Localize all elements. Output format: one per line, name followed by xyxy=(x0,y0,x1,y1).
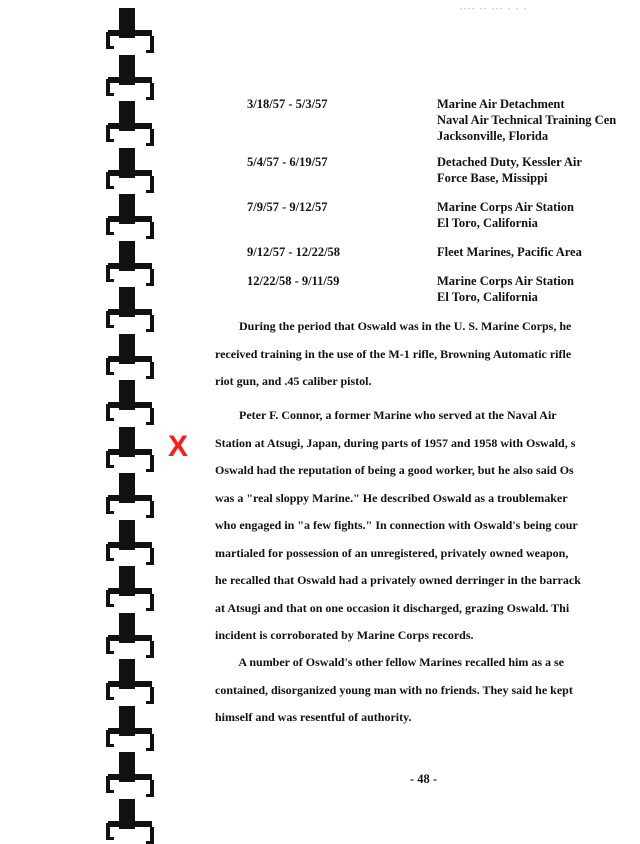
text-line: During the period that Oswald was in the U. S. Marine Corps, he xyxy=(215,319,572,333)
unit-line: Marine Corps Air Station xyxy=(437,200,574,214)
binding-ring xyxy=(102,752,160,796)
page-number: - 48 - xyxy=(410,772,438,786)
text-line: was a "real sloppy Marine." He described Oswald as a troublemaker xyxy=(215,490,568,505)
scan-specks: .... .. ... . . . xyxy=(460,2,528,11)
binding-ring xyxy=(102,613,160,657)
spiral-binding xyxy=(102,0,160,833)
binding-ring xyxy=(102,799,160,843)
text-line: who engaged in "a few fights." In connection with Oswald's being cour xyxy=(215,518,578,532)
binding-ring xyxy=(102,380,160,424)
binding-ring xyxy=(102,659,160,703)
text-line: Peter F. Connor, a former Marine who served at the Naval Air xyxy=(215,408,557,422)
binding-ring xyxy=(102,566,160,610)
paragraph xyxy=(215,402,640,650)
text-line: at Atsugi and that on one occasion it discharged, grazing Oswald. Thi xyxy=(215,600,570,615)
assignment-dates: 5/4/57 - 6/19/57 xyxy=(247,155,328,169)
assignment-unit xyxy=(437,199,574,231)
text-line: Station at Atsugi, Japan, during parts of 1957 and 1958 with Oswald, s xyxy=(215,435,576,450)
unit-line: Naval Air Technical Training Cen xyxy=(437,113,617,127)
binding-ring xyxy=(102,148,160,192)
binding-ring xyxy=(102,55,160,99)
red-x-mark: X xyxy=(168,430,189,463)
text-line: martialed for possession of an unregistered, privately owned weapon, xyxy=(215,545,569,560)
paragraph xyxy=(215,649,640,732)
binding-ring xyxy=(102,241,160,285)
assignment-dates: 9/12/57 - 12/22/58 xyxy=(247,245,341,259)
unit-line: Marine Corps Air Station xyxy=(437,274,574,288)
paragraph xyxy=(215,313,640,396)
unit-line: Detached Duty, Kessler Air xyxy=(437,155,582,169)
assignment-dates: 7/9/57 - 9/12/57 xyxy=(247,200,328,214)
unit-line: Marine Air Detachment xyxy=(437,97,565,111)
unit-line: El Toro, California xyxy=(437,290,538,304)
binding-ring xyxy=(102,520,160,564)
assignment-dates: 3/18/57 - 5/3/57 xyxy=(247,97,328,111)
assignment-unit xyxy=(437,154,582,186)
text-line: contained, disorganized young man with no friends. They said he kept xyxy=(215,682,573,697)
text-line: himself and was resentful of authority. xyxy=(215,710,412,724)
binding-ring xyxy=(102,287,160,331)
binding-ring xyxy=(102,8,160,52)
assignment-unit xyxy=(437,244,582,260)
binding-ring xyxy=(102,427,160,471)
binding-ring xyxy=(102,334,160,378)
text-line: he recalled that Oswald had a privately owned derringer in the barrack xyxy=(215,573,581,587)
text-line: riot gun, and .45 caliber pistol. xyxy=(215,374,372,388)
binding-ring xyxy=(102,194,160,238)
assignment-unit xyxy=(437,96,616,144)
binding-ring xyxy=(102,101,160,145)
unit-line: El Toro, California xyxy=(437,216,538,230)
text-line: received training in the use of the M-1 rifle, Browning Automatic rifle xyxy=(215,346,572,361)
unit-line: Force Base, Missippi xyxy=(437,171,548,185)
assignment-unit xyxy=(437,273,574,305)
text-line: Oswald had the reputation of being a good worker, but he also said Os xyxy=(215,463,574,477)
text-line: A number of Oswald's other fellow Marines recalled him as a se xyxy=(215,655,564,669)
binding-ring xyxy=(102,706,160,750)
assignment-dates: 12/22/58 - 9/11/59 xyxy=(247,274,340,288)
binding-ring xyxy=(102,473,160,517)
text-line: incident is corroborated by Marine Corps records. xyxy=(215,628,474,642)
unit-line: Fleet Marines, Pacific Area xyxy=(437,245,582,259)
unit-line: Jacksonville, Florida xyxy=(437,129,549,143)
